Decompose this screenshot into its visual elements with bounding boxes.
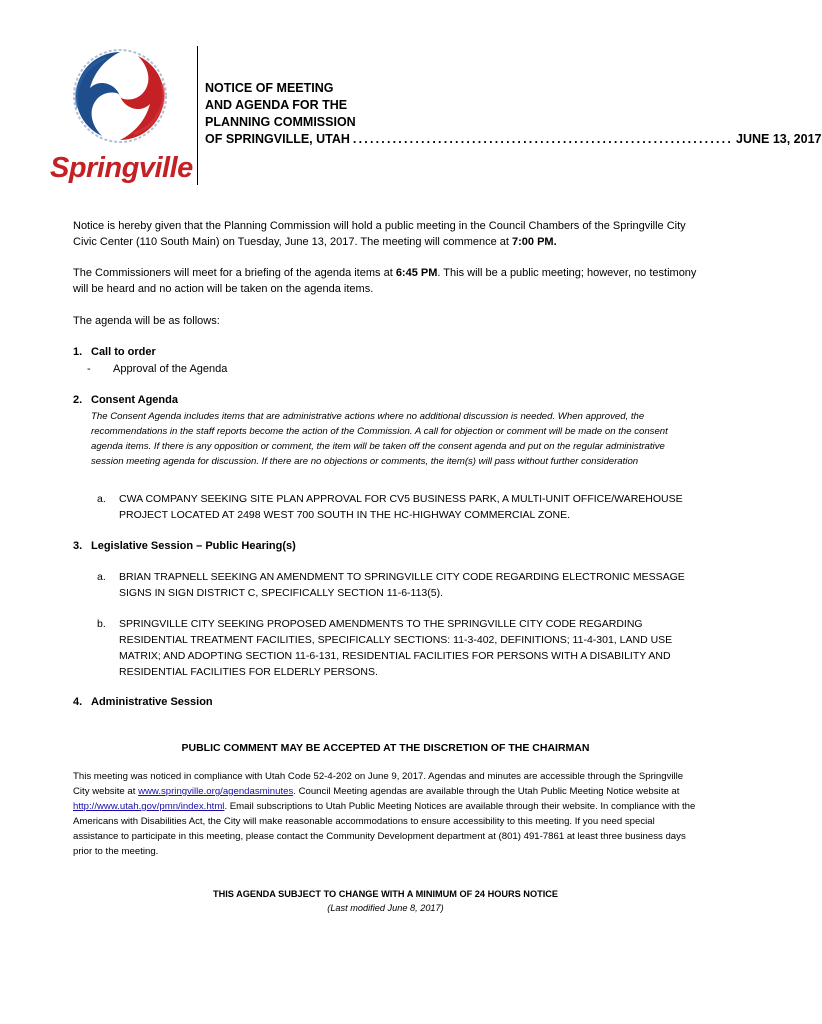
springville-logo <box>50 48 193 184</box>
header-line-4 <box>205 131 822 148</box>
header-leader-dots: ................................................................... <box>352 132 734 146</box>
briefing-paragraph <box>73 265 698 297</box>
agenda-item-label: a. <box>97 571 106 583</box>
section-title: Call to order <box>91 346 156 358</box>
briefing-text-b: . This will be a public meeting; however, no testimony will be heard and no action will be taken on the agenda items. <box>73 267 697 295</box>
meeting-time: 7:00 PM. <box>512 236 557 248</box>
section-title: Administrative Session <box>91 696 213 708</box>
sub-item-approval <box>73 361 698 377</box>
agenda-item <box>73 569 698 601</box>
section-number: 4. <box>73 696 83 708</box>
header-line-1: NOTICE OF MEETING <box>205 81 334 95</box>
agenda-item-text: CWA COMPANY SEEKING SITE PLAN APPROVAL FOR CV5 BUSINESS PARK, A MULTI-UNIT OFFICE/WAREHOUSE PROJECT LOCATED AT 2498 WEST 700 SOUTH IN THE HC-HIGHWAY COMMERCIAL ZONE. <box>119 493 683 521</box>
notice-text-c: . Email subscriptions to Utah Public Meeting Notices are available through their website. In compliance with the Americans with Disabilities Act, the City will make reasonable accommodations to ensure accessibility to this meeting. If you need special assistance to participate in this meeting, please contact the Community Development department at (801) 491-7861 at least three business days prior to the meeting. <box>73 801 696 857</box>
section-number: 1. <box>73 346 83 358</box>
springville-swirl-icon <box>50 48 190 152</box>
header-city: OF SPRINGVILLE, UTAH <box>205 132 350 146</box>
briefing-text-a: The Commissioners will meet for a briefing of the agenda items at <box>73 267 396 279</box>
change-notice: THIS AGENDA SUBJECT TO CHANGE WITH A MINIMUM OF 24 HOURS NOTICE <box>212 889 559 899</box>
agenda-item-text: BRIAN TRAPNELL SEEKING AN AMENDMENT TO SPRINGVILLE CITY CODE REGARDING ELECTRONIC MESSAGE SIGNS IN SIGN DISTRICT C, SPECIFICALLY SECTION 11-6-113(5). <box>119 571 685 599</box>
section-legislative-session <box>73 538 698 554</box>
agenda-body <box>73 218 698 915</box>
section-consent-agenda <box>73 392 698 408</box>
consent-agenda-note: The Consent Agenda includes items that are administrative actions where no additional discussion is needed. When approved, the recommendations in the staff reports become the action of the Commission. A call for objection or comment will be made on the consent agenda items. If there is any opposition or comment, the item will be taken off the consent agenda and put on the regular administrative session meeting agenda for discussion. If there are no objections or comments, the item(s) will pass without further consideration <box>91 411 668 467</box>
notice-text-b: . Council Meeting agendas are available through the Utah Public Meeting Notice website at <box>293 786 680 797</box>
last-modified: (Last modified June 8, 2017) <box>327 903 444 913</box>
public-comment-heading: PUBLIC COMMENT MAY BE ACCEPTED AT THE DISCRETION OF THE CHAIRMAN <box>181 742 590 754</box>
section-number: 2. <box>73 394 83 406</box>
agenda-intro: The agenda will be as follows: <box>73 315 220 327</box>
notice-header <box>205 80 822 148</box>
agenda-item-label: b. <box>97 618 106 630</box>
header-divider <box>197 46 198 185</box>
sub-item-text: Approval of the Agenda <box>113 363 228 375</box>
agendas-minutes-link[interactable]: www.springville.org/agendasminutes <box>138 786 294 797</box>
header-date: JUNE 13, 2017 <box>736 132 822 146</box>
meeting-notice-paragraph <box>73 769 698 859</box>
agenda-item <box>73 616 698 680</box>
header-line-2: AND AGENDA FOR THE <box>205 98 348 112</box>
briefing-time: 6:45 PM <box>395 267 438 279</box>
section-title: Consent Agenda <box>91 394 178 406</box>
sub-item-dash: - <box>87 363 91 375</box>
section-administrative-session <box>73 694 698 710</box>
intro-text: Notice is hereby given that the Planning Commission will hold a public meeting in the Council Chambers of the Springville City Civic Center (110 South Main) on Tuesday, June 13, 2017. The meeting will commence at <box>73 220 686 248</box>
header-line-3: PLANNING COMMISSION <box>205 115 356 129</box>
agenda-item-label: a. <box>97 493 106 505</box>
notice-text-a: This meeting was noticed in compliance with Utah Code 52-4-202 on June 9, 2017. Agendas and minutes are accessible through the Springville City website at <box>73 771 684 797</box>
agenda-item <box>73 491 698 523</box>
agenda-item-text: SPRINGVILLE CITY SEEKING PROPOSED AMENDMENTS TO THE SPRINGVILLE CITY CODE REGARDING RESIDENTIAL TREATMENT FACILITIES, SPECIFICALLY SECTIONS: 11-3-402, DEFINITIONS; 11-4-301, LAND USE MATRIX; AND ADOPTING SECTION 11-6-131, RESIDENTIAL FACILITIES FOR PERSONS WITH A DISABILITY AND RESIDENTIAL FACILITIES FOR ELDERLY PERSONS. <box>119 618 673 678</box>
section-title: Legislative Session – Public Hearing(s) <box>91 540 296 552</box>
section-call-to-order <box>73 344 698 360</box>
utah-pmn-link[interactable]: http://www.utah.gov/pmn/index.html <box>73 801 225 812</box>
section-number: 3. <box>73 540 83 552</box>
logo-wordmark: Springville <box>50 152 193 184</box>
intro-paragraph <box>73 218 698 250</box>
